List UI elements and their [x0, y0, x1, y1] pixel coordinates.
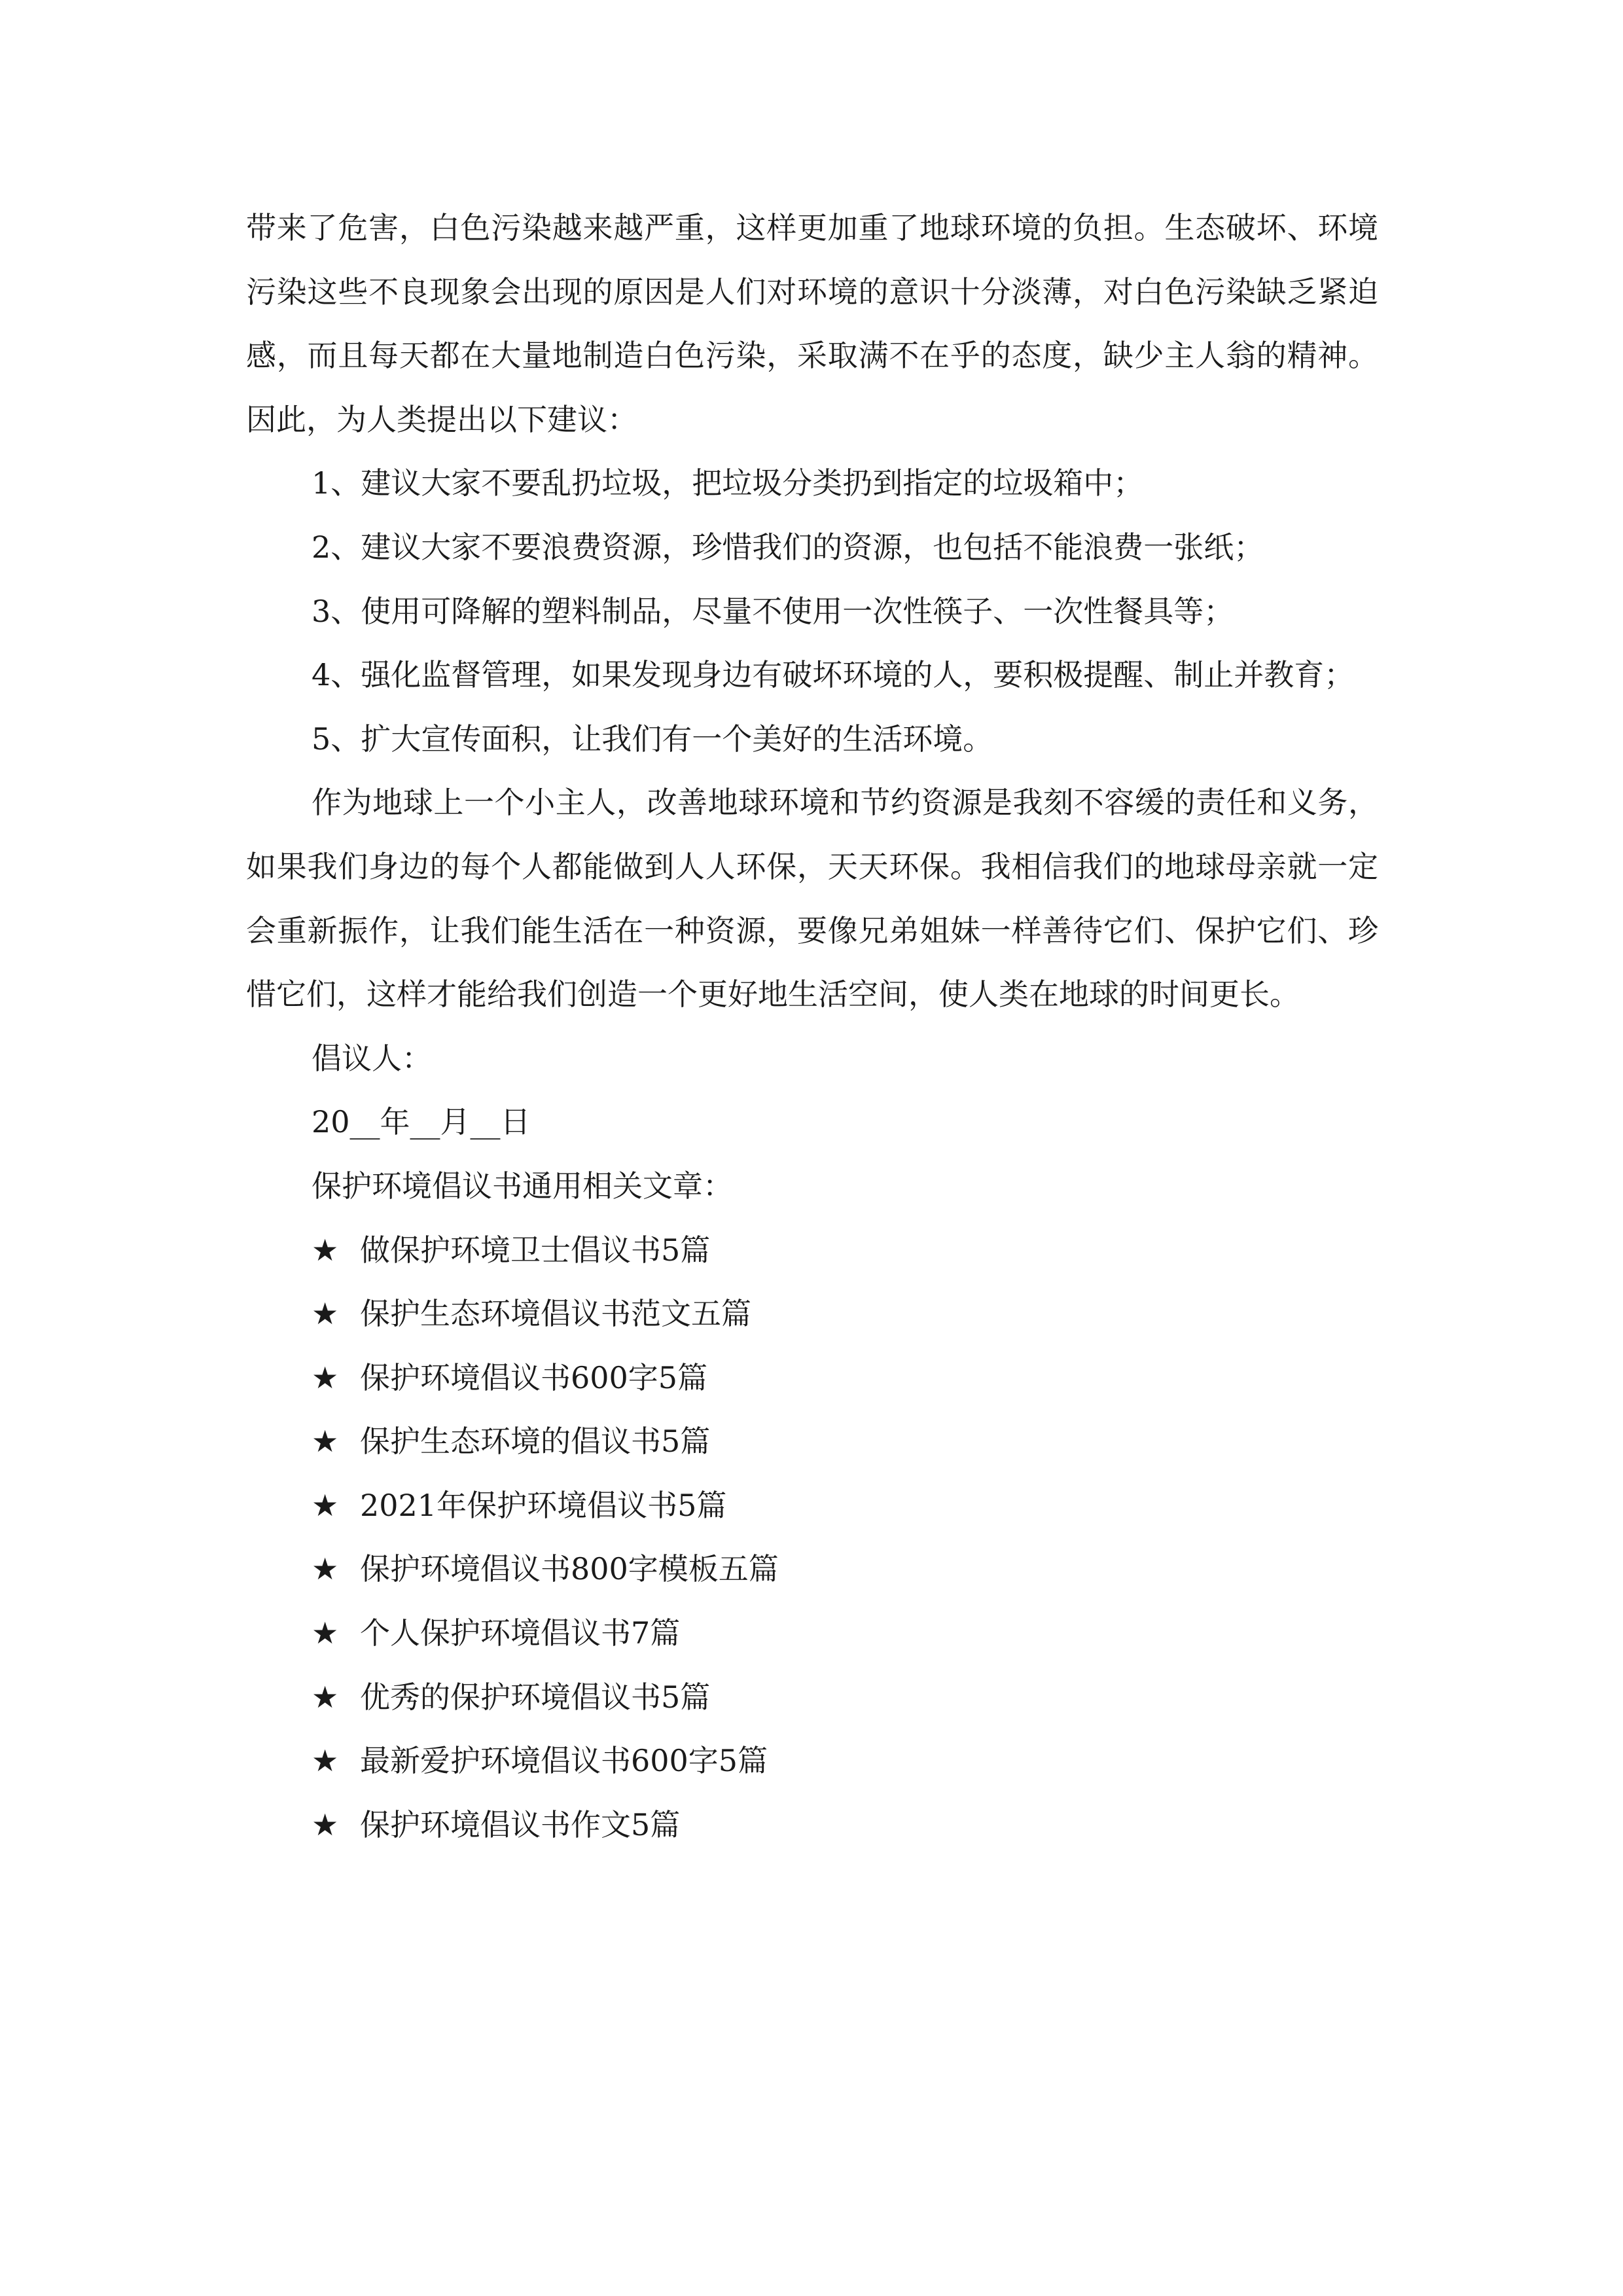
intro-paragraph: 带来了危害，白色污染越来越严重，这样更加重了地球环境的负担。生态破坏、环境污染这些不良现象会出现的原因是人们对环境的意识十分淡薄，对白色污染缺乏紧迫感，而且每天都在大量地制造白色污染，采取满不在乎的态度，缺少主人翁的精神。因此，为人类提出以下建议：: [246, 210, 1378, 437]
related-article-link[interactable]: [246, 1474, 1378, 1538]
related-article-link[interactable]: [246, 1219, 1378, 1283]
related-article-link[interactable]: [246, 1346, 1378, 1410]
star-icon: ★: [312, 1743, 339, 1779]
related-articles-heading: 保护环境倡议书通用相关文章：: [312, 1168, 733, 1204]
suggestion-item: 1、建议大家不要乱扔垃圾，把垃圾分类扔到指定的垃圾箱中；: [312, 465, 1144, 501]
related-article-title: 优秀的保护环境倡议书5篇: [360, 1679, 711, 1715]
star-icon: ★: [312, 1615, 339, 1651]
signer-label: 倡议人：: [312, 1040, 432, 1076]
related-articles-list: [246, 1219, 1378, 1857]
related-article-title: 保护生态环境倡议书范文五篇: [360, 1296, 751, 1332]
related-article-link[interactable]: [246, 1666, 1378, 1730]
suggestion-item: 3、使用可降解的塑料制品，尽量不使用一次性筷子、一次性餐具等；: [312, 593, 1234, 629]
related-article-link[interactable]: [246, 1410, 1378, 1474]
related-article-title: 做保护环境卫士倡议书5篇: [360, 1232, 711, 1268]
suggestion-item: 4、强化监督管理，如果发现身边有破坏环境的人，要积极提醒、制止并教育；: [312, 657, 1355, 693]
related-article-title: 保护环境倡议书作文5篇: [360, 1806, 681, 1842]
star-icon: ★: [312, 1551, 339, 1587]
related-article-link[interactable]: [246, 1729, 1378, 1793]
related-article-title: 最新爱护环境倡议书600字5篇: [360, 1743, 768, 1779]
related-article-link[interactable]: [246, 1537, 1378, 1602]
related-article-title: 保护环境倡议书800字模板五篇: [360, 1551, 779, 1587]
star-icon: ★: [312, 1232, 339, 1268]
suggestion-list: [246, 452, 1378, 771]
related-article-title: 2021年保护环境倡议书5篇: [360, 1487, 727, 1523]
star-icon: ★: [312, 1487, 339, 1523]
star-icon: ★: [312, 1424, 339, 1460]
related-article-link[interactable]: [246, 1602, 1378, 1666]
document-body: [246, 196, 1378, 1857]
star-icon: ★: [312, 1359, 339, 1395]
closing-paragraph: 作为地球上一个小主人，改善地球环境和节约资源是我刻不容缓的责任和义务，如果我们身边的每个人都能做到人人环保，天天环保。我相信我们的地球母亲就一定会重新振作，让我们能生活在一种资源，要像兄弟姐妹一样善待它们、保护它们、珍惜它们，这样才能给我们创造一个更好地生活空间，使人类在地球的时间更长。: [246, 785, 1378, 1013]
date-line: 20__年__月__日: [312, 1104, 531, 1140]
suggestion-item: 2、建议大家不要浪费资源，珍惜我们的资源，也包括不能浪费一张纸；: [312, 529, 1264, 565]
related-article-link[interactable]: [246, 1282, 1378, 1346]
star-icon: ★: [312, 1679, 339, 1715]
related-article-link[interactable]: [246, 1793, 1378, 1857]
related-article-title: 保护环境倡议书600字5篇: [360, 1359, 708, 1395]
star-icon: ★: [312, 1806, 339, 1842]
related-article-title: 保护生态环境的倡议书5篇: [360, 1424, 711, 1460]
related-article-title: 个人保护环境倡议书7篇: [360, 1615, 681, 1651]
suggestion-item: 5、扩大宣传面积，让我们有一个美好的生活环境。: [312, 721, 993, 757]
star-icon: ★: [312, 1296, 339, 1332]
